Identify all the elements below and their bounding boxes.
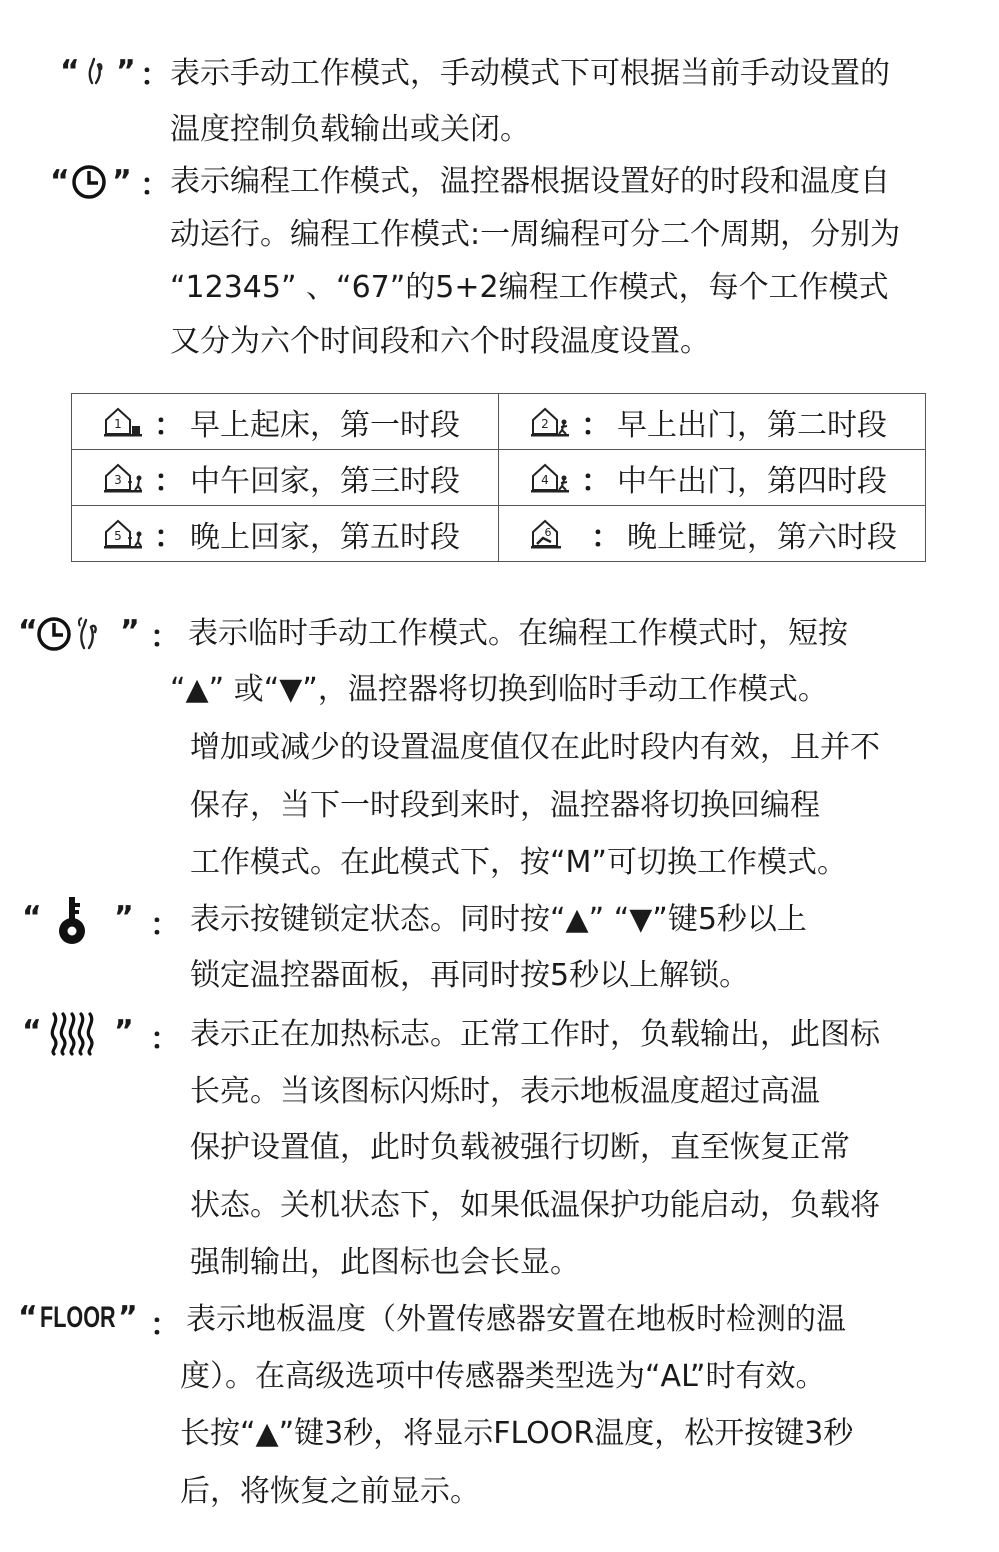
temp-manual-line-4: 保存，当下一时段到来时，温控器将切换回编程	[190, 788, 820, 823]
close-quote: ”	[120, 614, 140, 649]
close-quote: ”	[114, 900, 134, 935]
key-lock-line-2: 锁定温控器面板，再同时按5秒以上解锁。	[190, 958, 750, 993]
colon: ：	[150, 1308, 180, 1343]
period-text: 晚上睡觉，第六时段	[627, 519, 897, 555]
heating-waves-icon	[48, 1010, 100, 1056]
close-quote: ”	[118, 1300, 138, 1335]
floor-line-3: 长按“▲”键3秒，将显示FLOOR温度，松开按键3秒	[180, 1416, 854, 1451]
temp-manual-line-5: 工作模式。在此模式下，按“M”可切换工作模式。	[190, 845, 847, 880]
colon: ：	[140, 58, 170, 93]
colon: ：	[581, 463, 611, 499]
period-number: 2	[541, 416, 549, 431]
temp-manual-line-2: “▲” 或“▼”，温控器将切换到临时手动工作模式。	[170, 672, 828, 707]
key-lock-icon	[56, 895, 88, 947]
open-quote: “	[18, 1300, 38, 1335]
colon: ：	[154, 519, 184, 555]
period-cell	[72, 450, 499, 506]
program-line-1: 表示编程工作模式，温控器根据设置好的时段和温度自	[170, 164, 890, 199]
close-quote: ”	[112, 164, 132, 199]
period-number: 3	[114, 472, 122, 487]
colon: ：	[150, 620, 180, 655]
colon: ：	[150, 1022, 180, 1057]
open-quote: “	[60, 54, 80, 89]
program-line-4: 又分为六个时间段和六个时段温度设置。	[170, 324, 710, 359]
clock-icon	[70, 163, 108, 201]
key-lock-line-1: 表示按键锁定状态。同时按“▲” “▼”键5秒以上	[190, 902, 807, 937]
period-text: 早上出门，第二时段	[617, 407, 887, 443]
period-text: 晚上回家，第五时段	[190, 519, 460, 555]
heating-line-3: 保护设置值，此时负载被强行切断，直至恢复正常	[190, 1130, 850, 1165]
heating-line-5: 强制输出，此图标也会长显。	[190, 1245, 580, 1280]
colon: ：	[150, 908, 180, 943]
period-cell	[72, 394, 499, 450]
floor-label: FLOOR	[40, 1301, 116, 1334]
colon: ：	[154, 407, 184, 443]
period-cell	[499, 450, 926, 506]
house-leave-icon	[529, 406, 573, 438]
period-number: 6	[544, 525, 552, 539]
temp-manual-line-1: 表示临时手动工作模式。在编程工作模式时，短按	[188, 616, 848, 651]
close-quote: ”	[114, 1014, 134, 1049]
period-cell	[499, 506, 926, 562]
period-text: 早上起床，第一时段	[190, 407, 460, 443]
house-return-icon	[102, 462, 146, 494]
period-number: 4	[541, 472, 549, 487]
close-quote: ”	[116, 54, 136, 89]
open-quote: “	[18, 614, 38, 649]
program-line-2: 动运行。编程工作模式:一周编程可分二个周期，分别为	[170, 217, 901, 252]
temp-manual-line-3: 增加或减少的设置温度值仅在此时段内有效，且并不	[190, 730, 880, 765]
period-text: 中午出门，第四时段	[617, 463, 887, 499]
colon: ：	[591, 519, 621, 555]
heating-line-4: 状态。关机状态下，如果低温保护功能启动，负载将	[190, 1188, 880, 1223]
colon: ：	[154, 463, 184, 499]
house-return-icon	[102, 518, 146, 550]
open-quote: “	[22, 1014, 42, 1049]
period-number: 1	[114, 416, 122, 431]
open-quote: “	[50, 164, 70, 199]
house-leave-icon	[529, 462, 573, 494]
heating-line-2: 长亮。当该图标闪烁时，表示地板温度超过高温	[190, 1074, 820, 1109]
clock-hand-icon	[36, 614, 120, 654]
house-sleep-icon	[529, 518, 573, 550]
floor-line-4: 后，将恢复之前显示。	[180, 1474, 480, 1509]
period-cell	[72, 506, 499, 562]
open-quote: “	[22, 900, 42, 935]
floor-line-2: 度）。在高级选项中传感器类型选为“AL”时有效。	[180, 1359, 826, 1394]
manual-line-1: 表示手动工作模式，手动模式下可根据当前手动设置的	[170, 56, 890, 91]
period-number: 5	[114, 528, 122, 543]
colon: ：	[140, 168, 170, 203]
period-table	[71, 393, 926, 562]
period-text: 中午回家，第三时段	[190, 463, 460, 499]
colon: ：	[581, 407, 611, 443]
house-wake-up-icon	[102, 406, 146, 438]
heating-line-1: 表示正在加热标志。正常工作时，负载输出，此图标	[190, 1017, 880, 1052]
manual-hand-icon	[82, 55, 116, 89]
floor-line-1: 表示地板温度（外置传感器安置在地板时检测的温	[186, 1302, 846, 1337]
program-line-3: “12345” 、“67”的5+2编程工作模式，每个工作模式	[170, 270, 889, 305]
period-cell	[499, 394, 926, 450]
manual-line-2: 温度控制负载输出或关闭。	[170, 112, 530, 147]
